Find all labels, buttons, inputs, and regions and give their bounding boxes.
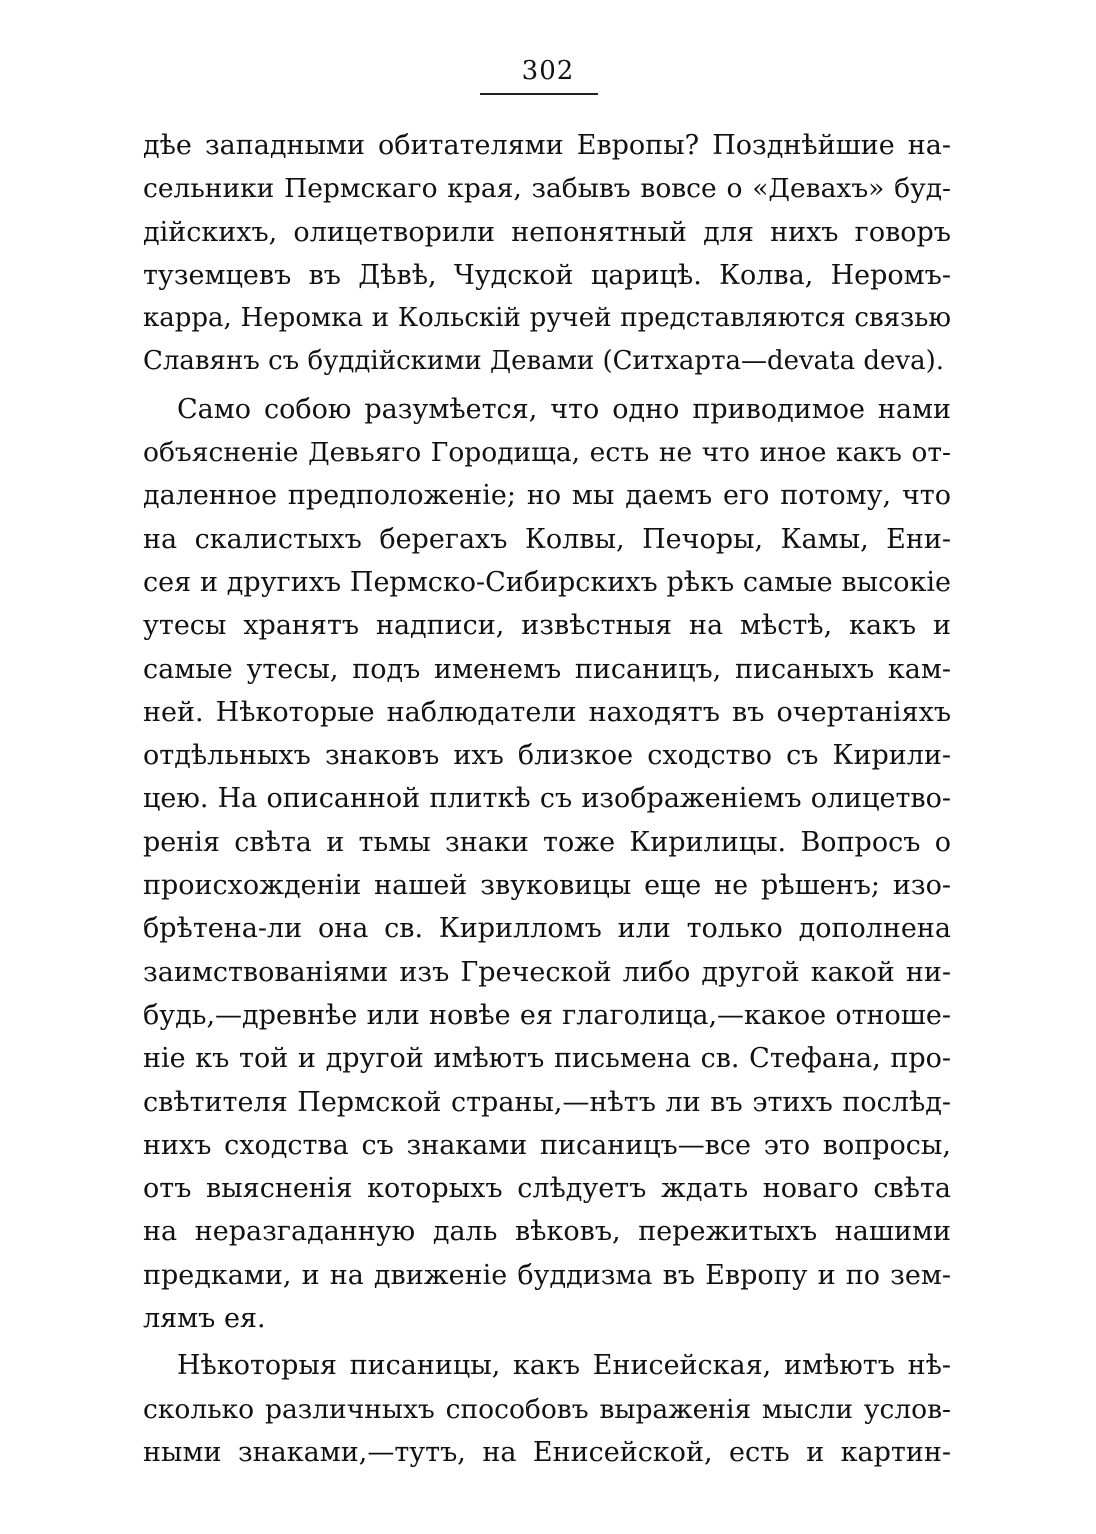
- text-line: Само собою разумѣется, что одно приводимое нами: [177, 393, 951, 425]
- text-line: на неразгаданную даль вѣковъ, пережитыхъ нашими: [143, 1216, 951, 1248]
- text-line: ными знаками,—тутъ, на Енисейской, есть и картин-: [143, 1436, 951, 1468]
- text-line: ніе къ той и другой имѣютъ письмена св. Стефана, про-: [143, 1043, 951, 1075]
- text-line: отъ выясненія которыхъ слѣдуетъ ждать новаго свѣта: [143, 1173, 951, 1205]
- text-line: свѣтителя Пермской страны,—нѣтъ ли въ этихъ послѣд-: [143, 1086, 951, 1118]
- text-line: утесы хранятъ надписи, извѣстныя на мѣстѣ, какъ и: [143, 610, 951, 642]
- header-rule: [480, 93, 598, 95]
- text-line: Славянъ съ буддійскими Девами (Ситхарта—devata deva).: [143, 346, 945, 377]
- text-line: будь,—древнѣе или новѣе ея глаголица,—какое отноше-: [143, 999, 951, 1031]
- text-line: лямъ ея.: [143, 1303, 266, 1335]
- text-line: дійскихъ, олицетворили непонятный для нихъ говоръ: [143, 216, 951, 248]
- text-line: нихъ сходства съ знаками писаницъ—все это вопросы,: [143, 1129, 951, 1161]
- text-line: Нѣкоторыя писаницы, какъ Енисейская, имѣютъ нѣ-: [177, 1350, 951, 1382]
- text-line: отдѣльныхъ знаковъ ихъ близкое сходство съ Кирили-: [143, 740, 951, 772]
- text-line: предками, и на движеніе буддизма въ Европу и по зем-: [143, 1259, 951, 1291]
- text-line: происхожденіи нашей звуковицы еще не рѣшенъ; изо-: [143, 870, 951, 902]
- text-line: брѣтена-ли она св. Кирилломъ или только дополнена: [143, 913, 951, 945]
- body-text: [143, 124, 951, 1474]
- text-line: заимствованіями изъ Греческой либо другой какой ни-: [143, 956, 951, 988]
- text-line: сея и другихъ Пермско-Сибирскихъ рѣкъ самые высокіе: [143, 566, 951, 598]
- text-line: сколько различныхъ способовъ выраженія мысли услов-: [143, 1393, 951, 1425]
- text-line: объясненіе Девьяго Городища, есть не что иное какъ от-: [143, 437, 951, 469]
- text-line: карра, Нeромка и Кольскій ручей представляются связью: [143, 303, 951, 334]
- text-line: ренія свѣта и тьмы знаки тоже Кирилицы. Вопросъ о: [143, 826, 951, 858]
- text-line: ней. Нѣкоторые наблюдатели находятъ въ очертаніяхъ: [143, 696, 951, 728]
- text-line: на скалистыхъ берегахъ Колвы, Печоры, Камы, Ени-: [143, 523, 951, 555]
- page-header: [0, 56, 1096, 90]
- text-line: самые утесы, подъ именемъ писаницъ, писаныхъ кам-: [143, 653, 951, 685]
- text-line: сельники Пермскаго края, забывъ вовсе о «Девахъ» буд-: [143, 173, 951, 205]
- text-line: дѣе западными обитателями Европы? Позднѣйшие на-: [143, 130, 951, 161]
- text-line: цею. На описанной плиткѣ съ изображеніемъ олицетво-: [143, 783, 951, 815]
- text-line: даленное предположеніе; но мы даемъ его потому, что: [143, 480, 951, 512]
- text-line: туземцевъ въ Дѣвѣ, Чудской царицѣ. Колва, Нeромъ-: [143, 259, 951, 291]
- page-number: 302: [521, 56, 575, 86]
